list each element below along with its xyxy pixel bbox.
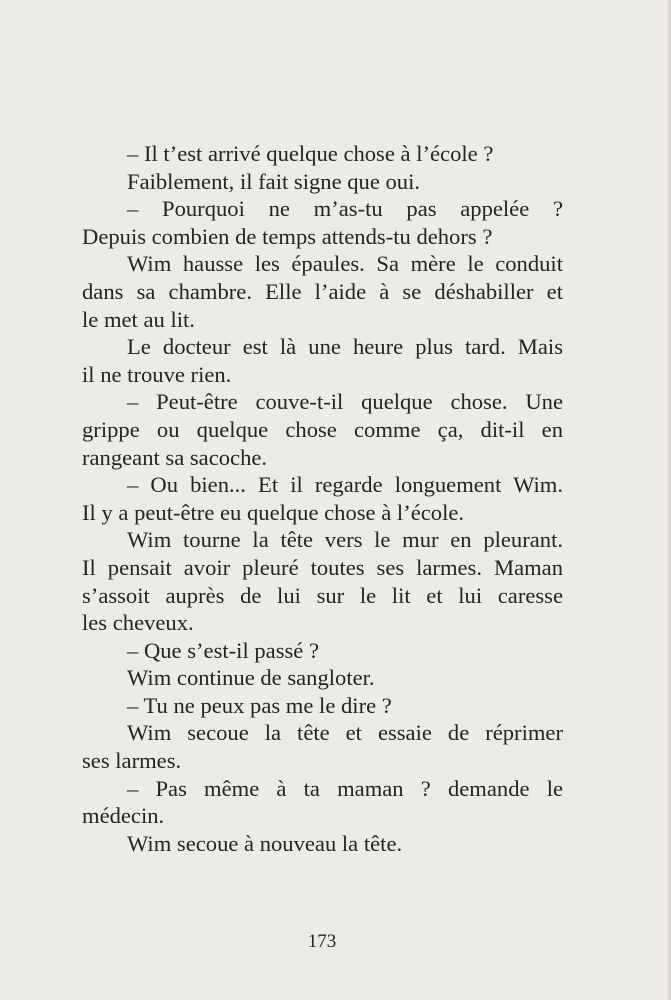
paragraph — [82, 195, 563, 250]
paragraph — [82, 250, 563, 333]
text-line: ses larmes. — [82, 748, 182, 774]
text-line: il ne trouve rien. — [82, 361, 232, 387]
text-line: – Que s’est-il passé ? — [127, 637, 319, 663]
paragraph — [82, 333, 563, 388]
text-line: – Il t’est arrivé quelque chose à l’école ? — [127, 141, 494, 166]
text-line: Il pensait avoir pleuré toutes ses larmes. Maman — [82, 554, 563, 580]
paragraph — [82, 526, 563, 636]
text-line: Wim secoue à nouveau la tête. — [127, 830, 403, 856]
text-line: – Ou bien... Et il regarde longuement Wim. — [127, 472, 563, 498]
paragraph — [82, 692, 563, 720]
text-line: Wim continue de sangloter. — [127, 665, 375, 691]
text-line: – Pourquoi ne m’as-tu pas appelée ? — [127, 196, 563, 222]
text-line: les cheveux. — [82, 610, 194, 636]
text-line: Wim secoue la tête et essaie de réprimer — [127, 720, 563, 746]
text-line: s’assoit auprès de lui sur le lit et lui caresse — [82, 582, 563, 608]
text-line: rangeant sa sacoche. — [82, 444, 268, 470]
text-line: Depuis combien de temps attends-tu dehors ? — [82, 223, 493, 249]
text-line: – Pas même à ta maman ? demande le — [127, 775, 563, 801]
paragraph — [82, 775, 563, 830]
paragraph — [82, 664, 563, 692]
paragraph — [82, 637, 563, 665]
paragraph — [82, 168, 563, 196]
text-line: Wim tourne la tête vers le mur en pleurant. — [127, 527, 563, 553]
text-line: médecin. — [82, 803, 165, 829]
text-line: – Peut-être couve-t-il quelque chose. Une — [127, 389, 563, 415]
paragraph — [82, 471, 563, 526]
text-line: grippe ou quelque chose comme ça, dit-il en — [82, 416, 563, 442]
paragraph — [82, 719, 563, 774]
text-line: Wim hausse les épaules. Sa mère le conduit — [127, 251, 563, 277]
paragraph — [82, 830, 563, 858]
text-line: – Tu ne peux pas me le dire ? — [127, 692, 392, 718]
text-line: le met au lit. — [82, 306, 195, 332]
text-line: dans sa chambre. Elle l’aide à se déshabiller et — [82, 278, 563, 304]
text-line: Il y a peut-être eu quelque chose à l’école. — [82, 499, 465, 525]
text-line: Faiblement, il fait signe que oui. — [127, 168, 421, 194]
text-line: Le docteur est là une heure plus tard. Mais — [127, 334, 563, 360]
body-text — [82, 140, 563, 857]
page-number: 173 — [307, 931, 337, 952]
paragraph — [82, 388, 563, 471]
paragraph — [82, 140, 563, 168]
